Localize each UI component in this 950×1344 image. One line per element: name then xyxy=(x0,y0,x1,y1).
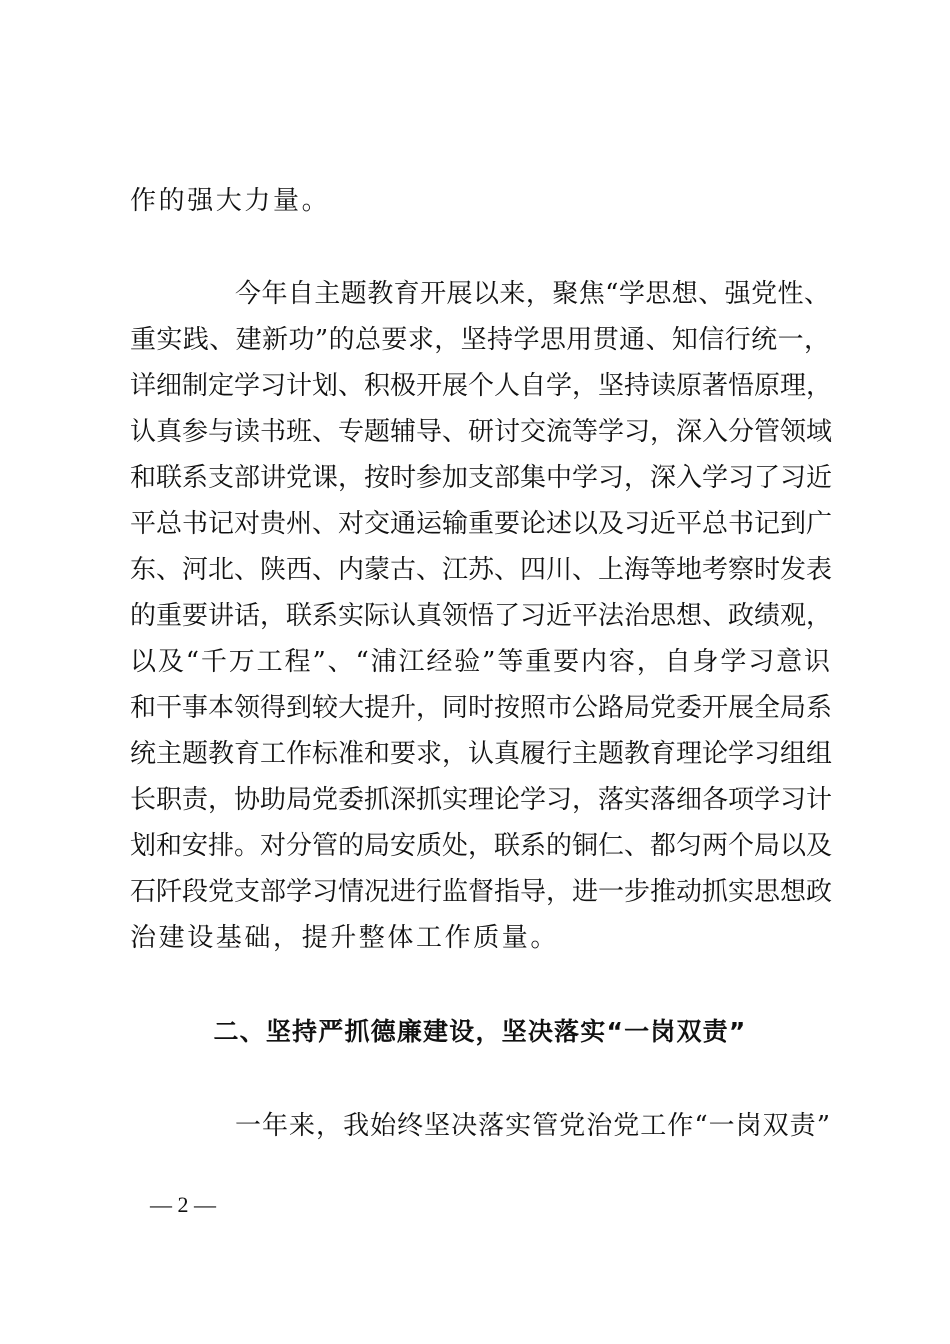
paragraph-1-line-4: 认真参与读书班、专题辅导、研讨交流等学习，深入分管领域 xyxy=(130,417,833,447)
continued-paragraph-line: 作的强大力量。 xyxy=(130,186,331,216)
paragraph-1-line-8: 的重要讲话，联系实际认真领悟了习近平法治思想、政绩观， xyxy=(130,601,833,631)
paragraph-1-line-15: 治建设基础，提升整体工作质量。 xyxy=(130,923,560,953)
paragraph-1-line-13: 划和安排。对分管的局安质处，联系的铜仁、都匀两个局以及 xyxy=(130,831,833,861)
paragraph-1-line-11: 统主题教育工作标准和要求，认真履行主题教育理论学习组组 xyxy=(130,739,833,769)
paragraph-1-line-6: 平总书记对贵州、对交通运输重要论述以及习近平总书记到广 xyxy=(130,509,833,539)
paragraph-1-line-9: 以及“千万工程”、“浦江经验”等重要内容，自身学习意识 xyxy=(130,647,830,677)
page-number: — 2 — xyxy=(150,1192,216,1217)
paragraph-1-line-5: 和联系支部讲党课，按时参加支部集中学习，深入学习了习近 xyxy=(130,463,833,493)
paragraph-1-line-14: 石阡段党支部学习情况进行监督指导，进一步推动抓实思想政 xyxy=(130,877,833,907)
paragraph-1-line-12: 长职责，协助局党委抓深抓实理论学习，落实落细各项学习计 xyxy=(130,785,833,815)
paragraph-1-line-2: 重实践、建新功”的总要求，坚持学思用贯通、知信行统一， xyxy=(130,325,830,355)
paragraph-2-line-1: 一年来，我始终坚决落实管党治党工作“一岗双责” xyxy=(235,1111,830,1141)
paragraph-1-line-3: 详细制定学习计划、积极开展个人自学，坚持读原著悟原理， xyxy=(130,371,833,401)
paragraph-1-line-1: 今年自主题教育开展以来，聚焦“学思想、强党性、 xyxy=(235,279,830,309)
paragraph-1-line-7: 东、河北、陕西、内蒙古、江苏、四川、上海等地考察时发表 xyxy=(130,555,833,585)
paragraph-1-line-10: 和干事本领得到较大提升，同时按照市公路局党委开展全局系 xyxy=(130,693,833,723)
section-heading: 二、坚持严抓德廉建设，坚决落实“一岗双责” xyxy=(213,1017,747,1046)
